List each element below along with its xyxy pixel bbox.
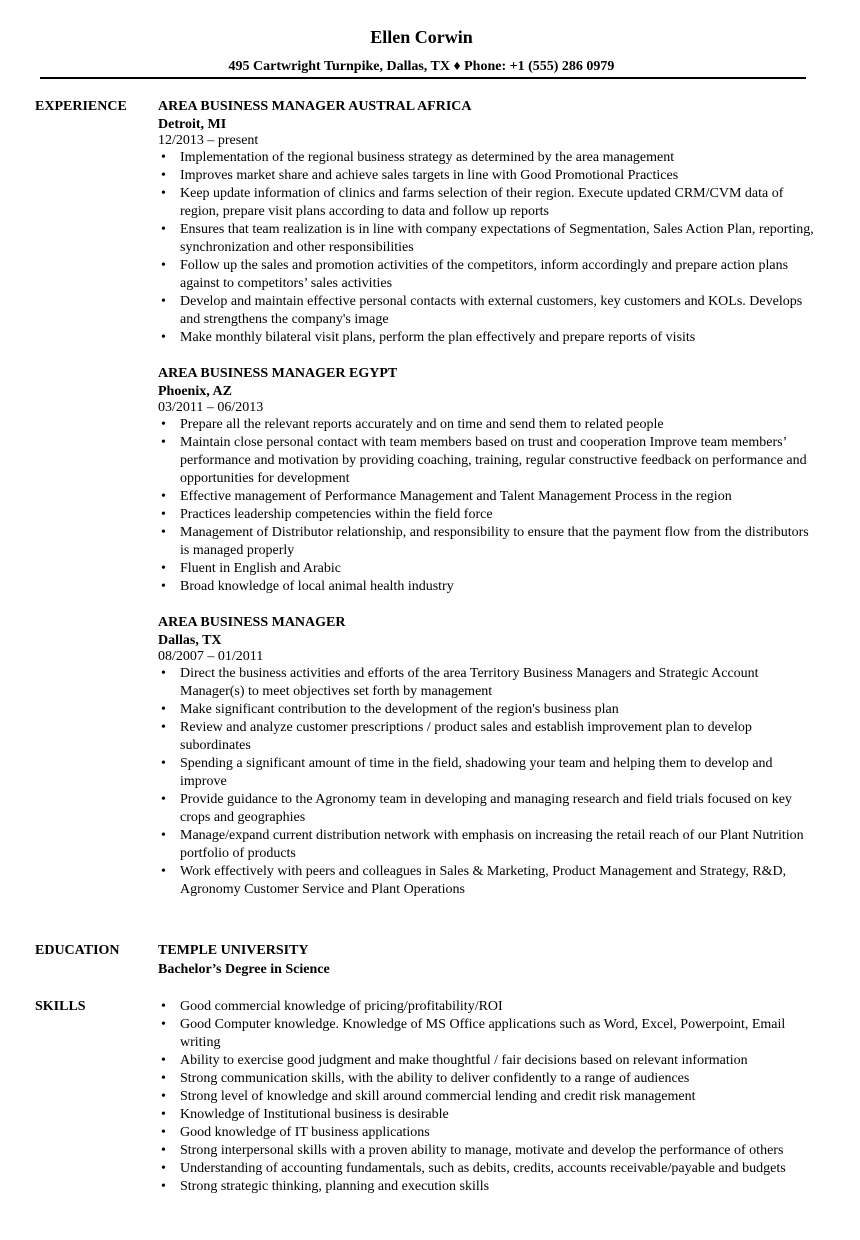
bullet-icon: • (161, 507, 166, 522)
bullet-text: Keep update information of clinics and farms selection of their region. Execute updated CRM/CVM data of region, prepare visit plans according to data and follow up reports (180, 186, 784, 219)
bullet-icon: • (161, 258, 166, 273)
bullet-icon: • (161, 294, 166, 309)
bullet-item (158, 1016, 818, 1052)
bullet-text: Improves market share and achieve sales targets in line with Good Promotional Practices (180, 168, 679, 183)
bullet-item (158, 1106, 818, 1124)
bullet-icon: • (161, 1053, 166, 1068)
bullet-item (158, 578, 818, 596)
bullet-item (158, 665, 818, 701)
job-bullets (158, 149, 818, 347)
job-title: AREA BUSINESS MANAGER AUSTRAL AFRICA (158, 99, 472, 114)
bullet-icon: • (161, 792, 166, 807)
bullet-item (158, 524, 818, 560)
bullet-text: Implementation of the regional business strategy as determined by the area management (180, 150, 675, 165)
job-location: Phoenix, AZ (158, 384, 232, 399)
bullet-item (158, 149, 818, 167)
bullet-icon: • (161, 720, 166, 735)
bullet-text: Provide guidance to the Agronomy team in developing and managing research and field trials focused on key crops and geographies (180, 792, 792, 825)
bullet-item (158, 827, 818, 863)
bullet-text: Develop and maintain effective personal contacts with external customers, key customers and KOLs. Develops and strengthens the company's image (180, 294, 803, 327)
bullet-icon: • (161, 222, 166, 237)
bullet-icon: • (161, 1107, 166, 1122)
bullet-text: Good knowledge of IT business applications (180, 1125, 430, 1140)
bullet-item (158, 257, 818, 293)
bullet-item (158, 506, 818, 524)
header-divider (40, 77, 806, 79)
bullet-item (158, 488, 818, 506)
bullet-icon: • (161, 1017, 166, 1032)
bullet-text: Prepare all the relevant reports accurately and on time and send them to related people (180, 417, 664, 432)
section-title-experience: EXPERIENCE (35, 99, 127, 114)
bullet-item (158, 185, 818, 221)
job-entry (158, 98, 818, 347)
bullet-icon: • (161, 999, 166, 1014)
job-bullets (158, 416, 818, 596)
bullet-icon: • (161, 1161, 166, 1176)
job-bullets (158, 665, 818, 899)
skills-entry (158, 998, 818, 1196)
bullet-item (158, 1124, 818, 1142)
bullet-item (158, 998, 818, 1016)
bullet-item (158, 791, 818, 827)
bullet-icon: • (161, 561, 166, 576)
bullet-text: Effective management of Performance Management and Talent Management Process in the region (180, 489, 732, 504)
bullet-icon: • (161, 579, 166, 594)
bullet-text: Spending a significant amount of time in the field, shadowing your team and helping them to develop and improve (180, 756, 773, 789)
bullet-text: Ability to exercise good judgment and make thoughtful / fair decisions based on relevant information (180, 1053, 748, 1068)
bullet-icon: • (161, 150, 166, 165)
bullet-text: Work effectively with peers and colleagues in Sales & Marketing, Product Management and Strategy, R&D, Agronomy Customer Service and Plant Operations (180, 864, 787, 897)
job-location: Detroit, MI (158, 117, 227, 132)
bullet-item (158, 434, 818, 488)
job-title: AREA BUSINESS MANAGER EGYPT (158, 366, 398, 381)
bullet-icon: • (161, 417, 166, 432)
bullet-text: Fluent in English and Arabic (180, 561, 341, 576)
bullet-item (158, 1142, 818, 1160)
bullet-item (158, 416, 818, 434)
job-dates: 12/2013 – present (158, 133, 259, 148)
bullet-text: Maintain close personal contact with team members based on trust and cooperation Improve team members’ performance and motivation by providing coaching, training, regular constructive feedback on performance and opportunities for development (180, 435, 807, 486)
bullet-icon: • (161, 666, 166, 681)
bullet-icon: • (161, 489, 166, 504)
bullet-text: Strong communication skills, with the ability to deliver confidently to a range of audiences (180, 1071, 690, 1086)
bullet-item (158, 560, 818, 578)
bullet-text: Make significant contribution to the development of the region's business plan (180, 702, 619, 717)
bullet-item (158, 1088, 818, 1106)
job-title: AREA BUSINESS MANAGER (158, 615, 346, 630)
bullet-item (158, 1160, 818, 1178)
bullet-icon: • (161, 1071, 166, 1086)
bullet-icon: • (161, 330, 166, 345)
bullet-text: Management of Distributor relationship, and responsibility to ensure that the payment flow from the distributors is managed properly (180, 525, 809, 558)
bullet-item (158, 1070, 818, 1088)
job-location: Dallas, TX (158, 633, 222, 648)
bullet-text: Broad knowledge of local animal health industry (180, 579, 454, 594)
contact-line: 495 Cartwright Turnpike, Dallas, TX ♦ Phone: +1 (555) 286 0979 (228, 59, 615, 74)
bullet-text: Review and analyze customer prescriptions / product sales and establish improvement plan to develop subordinates (180, 720, 752, 753)
bullet-text: Practices leadership competencies within the field force (180, 507, 493, 522)
bullet-item (158, 1052, 818, 1070)
bullet-text: Follow up the sales and promotion activities of the competitors, inform accordingly and prepare action plans against to competitors’ sales activities (180, 258, 789, 291)
bullet-icon: • (161, 435, 166, 450)
bullet-icon: • (161, 1179, 166, 1194)
bullet-icon: • (161, 525, 166, 540)
bullet-icon: • (161, 1143, 166, 1158)
bullet-icon: • (161, 186, 166, 201)
section-title-education: EDUCATION (35, 943, 120, 958)
bullet-icon: • (161, 756, 166, 771)
bullet-icon: • (161, 828, 166, 843)
bullet-text: Direct the business activities and efforts of the area Territory Business Managers and Strategic Account Manager(s) to meet objectives set forth by management (180, 666, 759, 699)
section-title-skills: SKILLS (35, 999, 86, 1014)
bullet-item (158, 863, 818, 899)
bullet-text: Strong level of knowledge and skill around commercial lending and credit risk management (180, 1089, 696, 1104)
bullet-icon: • (161, 168, 166, 183)
bullet-text: Strong strategic thinking, planning and execution skills (180, 1179, 490, 1194)
bullet-icon: • (161, 1089, 166, 1104)
education-school: TEMPLE UNIVERSITY (158, 943, 309, 958)
job-entry (158, 365, 818, 596)
bullet-item (158, 293, 818, 329)
bullet-item (158, 701, 818, 719)
bullet-item (158, 221, 818, 257)
bullet-icon: • (161, 1125, 166, 1140)
candidate-name: Ellen Corwin (370, 27, 473, 47)
bullet-item (158, 329, 818, 347)
job-entry (158, 614, 818, 899)
education-degree: Bachelor’s Degree in Science (158, 962, 330, 977)
job-dates: 08/2007 – 01/2011 (158, 649, 264, 664)
education-entry (158, 942, 818, 980)
job-dates: 03/2011 – 06/2013 (158, 400, 264, 415)
bullet-icon: • (161, 702, 166, 717)
bullet-text: Ensures that team realization is in line with company expectations of Segmentation, Sales Action Plan, reporting, synchronization and other responsibilities (180, 222, 814, 255)
bullet-text: Good commercial knowledge of pricing/profitability/ROI (180, 999, 503, 1014)
bullet-item (158, 167, 818, 185)
bullet-text: Understanding of accounting fundamentals, such as debits, credits, accounts receivable/payable and budgets (180, 1161, 786, 1176)
skills-list (158, 998, 818, 1196)
experience-list (158, 98, 818, 917)
bullet-text: Make monthly bilateral visit plans, perform the plan effectively and prepare reports of visits (180, 330, 696, 345)
bullet-text: Strong interpersonal skills with a proven ability to manage, motivate and develop the performance of others (180, 1143, 784, 1158)
bullet-item (158, 719, 818, 755)
bullet-icon: • (161, 864, 166, 879)
bullet-text: Knowledge of Institutional business is desirable (180, 1107, 449, 1122)
bullet-text: Good Computer knowledge. Knowledge of MS Office applications such as Word, Excel, Powerpoint, Email writing (180, 1017, 786, 1050)
bullet-item (158, 1178, 818, 1196)
bullet-item (158, 755, 818, 791)
bullet-text: Manage/expand current distribution network with emphasis on increasing the retail reach of our Plant Nutrition portfolio of products (180, 828, 804, 861)
